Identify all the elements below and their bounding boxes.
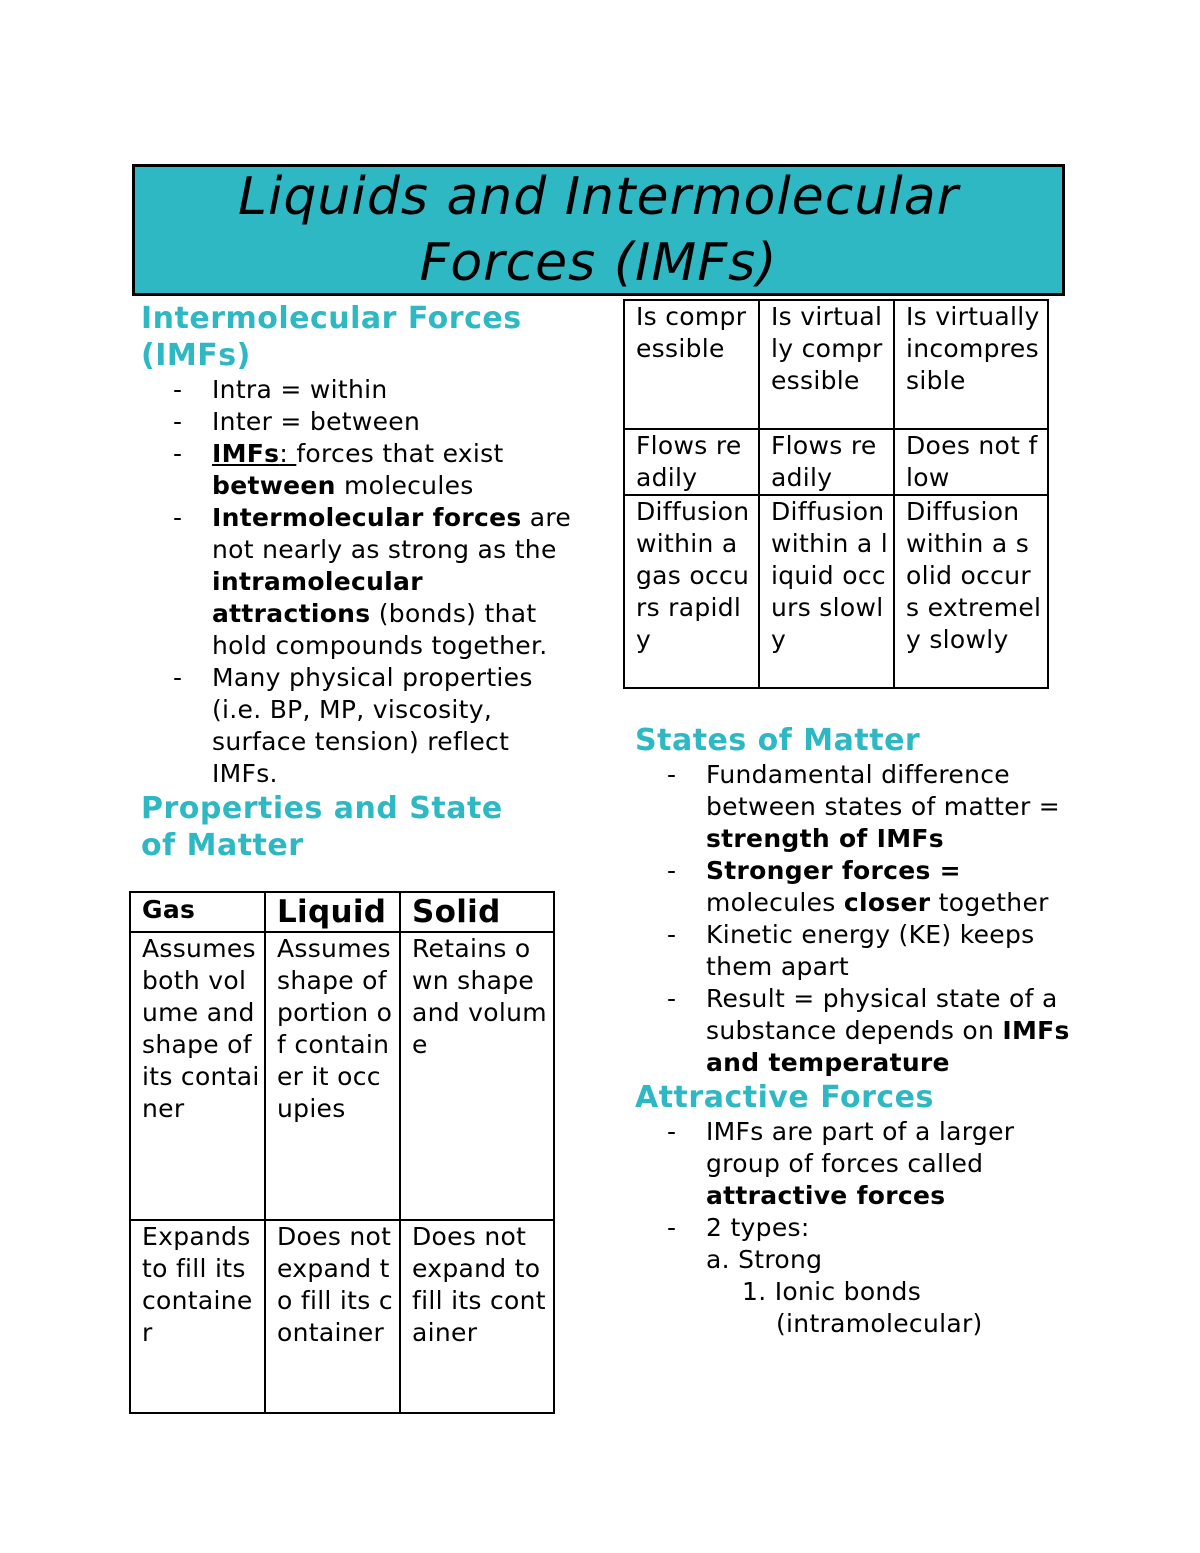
- title-line-2: Forces (IMFs): [419, 233, 778, 293]
- list-item: [141, 406, 581, 438]
- table-cell: Expands to fill its container: [130, 1220, 265, 1413]
- bullet-text: forces that exist: [296, 439, 504, 468]
- bullet-text: - 2 types:: [706, 1213, 810, 1242]
- table-cell: Diffusion within a liquid occurs slowly: [759, 495, 894, 688]
- bold-text: closer: [843, 888, 931, 917]
- sub-item-1: 1. Ionic bonds: [742, 1277, 922, 1306]
- table-cell: Does not expand to fill its container: [400, 1220, 554, 1413]
- attractive-bullet-list: [635, 1116, 1075, 1340]
- bullet-text: Fundamental difference between states of matter =: [706, 760, 1061, 821]
- bold-text: IMFs and temperature: [706, 1016, 1070, 1077]
- bullet-text: Kinetic energy (KE) keeps them apart: [706, 920, 1035, 981]
- imfs-term: IMFs: [212, 439, 280, 468]
- table-row: [624, 300, 1048, 429]
- bullet-text: together: [930, 888, 1049, 917]
- table-cell: Assumes shape of portion of container it occupies: [265, 932, 400, 1220]
- table-cell: Does not flow: [894, 429, 1048, 495]
- bullet-text: Intra = within: [212, 375, 388, 404]
- bullet-text: (bonds) that hold compounds together.: [212, 599, 548, 660]
- states-bullet-list: [635, 759, 1075, 1079]
- bold-text: Stronger forces =: [706, 856, 961, 885]
- list-item: [141, 374, 581, 406]
- states-heading: States of Matter: [635, 723, 921, 758]
- table-row: [130, 932, 554, 1220]
- sub-item-1-cont: (intramolecular): [776, 1309, 983, 1338]
- bullet-text: molecules: [335, 471, 474, 500]
- table-cell: Does not expand to fill its container: [265, 1220, 400, 1413]
- table-row: [130, 1220, 554, 1413]
- bold-text: intramolecular attractions: [212, 567, 423, 628]
- attractive-heading: Attractive Forces: [635, 1080, 934, 1115]
- bullet-text: are not nearly as strong as the: [212, 503, 572, 564]
- bold-text: attractive forces: [706, 1181, 946, 1210]
- right-column: [635, 722, 1075, 1340]
- bullet-text: molecules: [706, 888, 844, 917]
- list-item: [635, 1212, 1075, 1340]
- table-cell: Is virtually incompressible: [894, 300, 1048, 429]
- column-header: Liquid: [265, 892, 400, 932]
- imf-heading: Intermolecular Forces (IMFs): [141, 301, 522, 373]
- bold-text: strength of IMFs: [706, 824, 944, 853]
- imf-bullet-list: [141, 374, 581, 790]
- column-header: Solid: [400, 892, 554, 932]
- table-cell: Flows readily: [759, 429, 894, 495]
- states-comparison-table: [623, 299, 1049, 689]
- list-item: [141, 438, 581, 502]
- bullet-text: Inter = between: [212, 407, 421, 436]
- table-cell: Diffusion within a gas occurs rapidly: [624, 495, 759, 688]
- properties-heading: Properties and State of Matter: [141, 791, 503, 863]
- list-item: [141, 502, 581, 662]
- list-item: [635, 759, 1075, 855]
- table-header-row: [130, 892, 554, 932]
- table-row: [624, 429, 1048, 495]
- sub-item-a: a. Strong: [706, 1245, 823, 1274]
- title-line-1: Liquids and Intermolecular: [237, 167, 960, 227]
- left-column: [141, 300, 581, 864]
- table-cell: Diffusion within a solid occurs extremely slowly: [894, 495, 1048, 688]
- table-cell: Flows readily: [624, 429, 759, 495]
- colon: :: [279, 439, 297, 468]
- table-cell: Retains own shape and volume: [400, 932, 554, 1220]
- properties-table: [129, 891, 555, 1414]
- list-item: [635, 855, 1075, 919]
- table-cell: Is compressible: [624, 300, 759, 429]
- bullet-text: Result = physical state of a substance depends on: [706, 984, 1058, 1045]
- list-item: [635, 919, 1075, 983]
- column-header: Gas: [130, 892, 265, 932]
- list-item: [635, 1116, 1075, 1212]
- title-banner: [132, 164, 1065, 296]
- table-cell: Assumes both volume and shape of its container: [130, 932, 265, 1220]
- bullet-text: Many physical properties (i.e. BP, MP, viscosity, surface tension) reflect IMFs.: [212, 663, 533, 788]
- bullet-text: IMFs are part of a larger group of forces called: [706, 1117, 1015, 1178]
- list-item: [141, 662, 581, 790]
- bold-text: between: [212, 471, 336, 500]
- bold-text: Intermolecular forces: [212, 503, 522, 532]
- list-item: [635, 983, 1075, 1079]
- table-cell: Is virtually compressible: [759, 300, 894, 429]
- table-row: [624, 495, 1048, 688]
